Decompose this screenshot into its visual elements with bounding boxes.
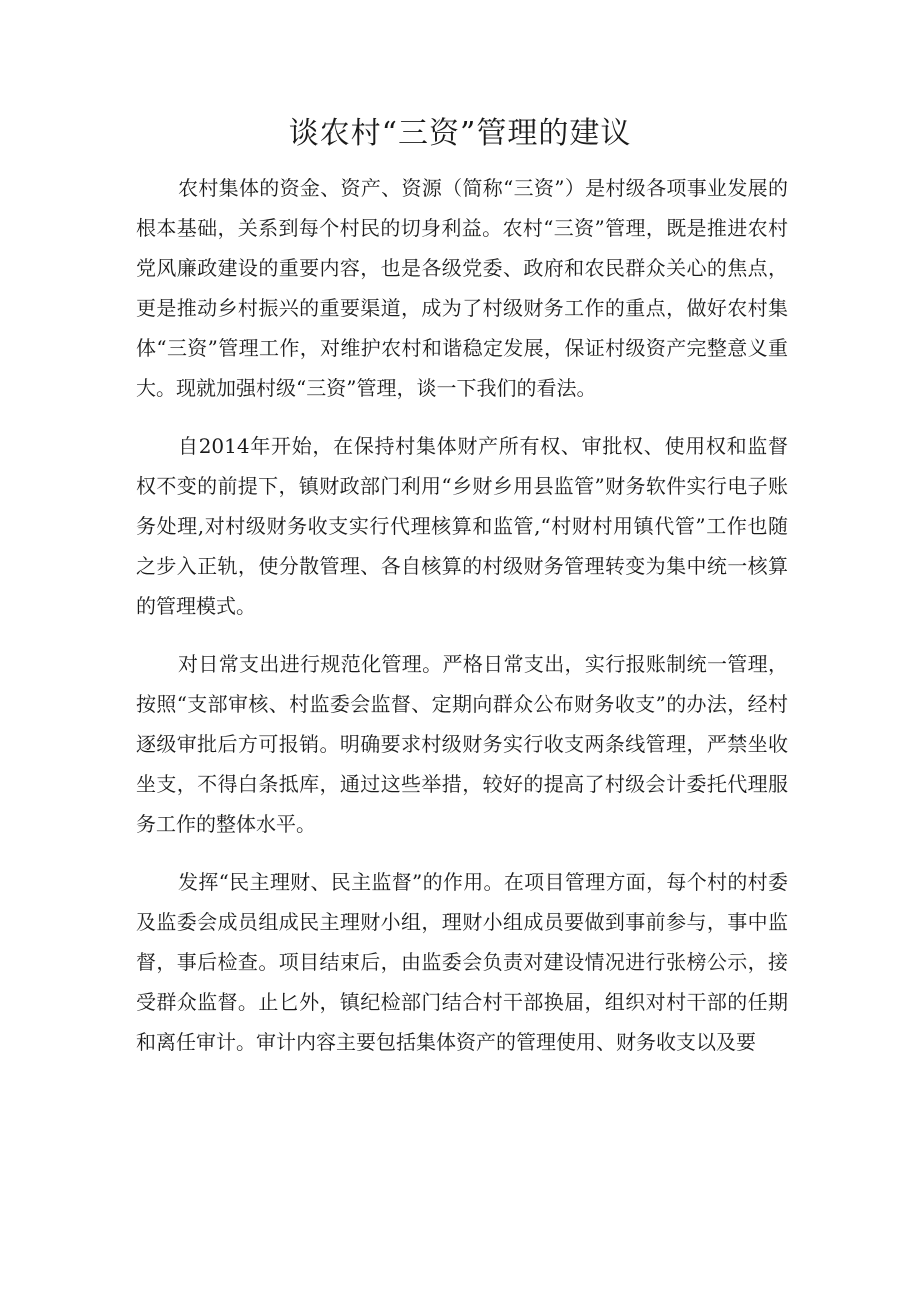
paragraph-2014-reform: 自2014年开始，在保持村集体财产所有权、审批权、使用权和监督权不变的前提下，镇财政部门利用“乡财乡用县监管”财务软件实行电子账务处理,对村级财务收支实行代理核算和监管,“村财村用镇代管”工作也随之步入正轨，使分散管理、各自核算的村级财务管理转变为集中统一核算的管理模式。: [136, 434, 788, 618]
paragraph-democratic-supervision: 发挥“民主理财、民主监督”的作用。在项目管理方面，每个村的村委及监委会成员组成民主理财小组，理财小组成员要做到事前参与，事中监督，事后检查。项目结束后，由监委会负责对建设情况进行张榜公示，接受群众监督。止匕外，镇纪检部门结合村干部换届，组织对村干部的任期和离任审计。审计内容主要包括集体资产的管理使用、财务收支以及要: [136, 870, 788, 1054]
paragraph-daily-expenses: 对日常支出进行规范化管理。严格日常支出，实行报账制统一管理，按照“支部审核、村监委会监督、定期向群众公布财务收支”的办法，经村逐级审批后方可报销。明确要求村级财务实行收支两条线管理，严禁坐收坐支，不得白条抵库，通过这些举措，较好的提高了村级会计委托代理服务工作的整体水平。: [136, 652, 788, 836]
document-body: [136, 168, 788, 1080]
paragraph-intro: 农村集体的资金、资产、资源（简称“三资”）是村级各项事业发展的根本基础，关系到每个村民的切身利益。农村“三资”管理，既是推进农村党风廉政建设的重要内容，也是各级党委、政府和农民群众关心的焦点，更是推动乡村振兴的重要渠道，成为了村级财务工作的重点，做好农村集体“三资”管理工作，对维护农村和谐稳定发展，保证村级资产完整意义重大。现就加强村级“三资”管理，谈一下我们的看法。: [136, 176, 788, 400]
document-title: 谈农村“三资”管理的建议: [288, 116, 632, 151]
